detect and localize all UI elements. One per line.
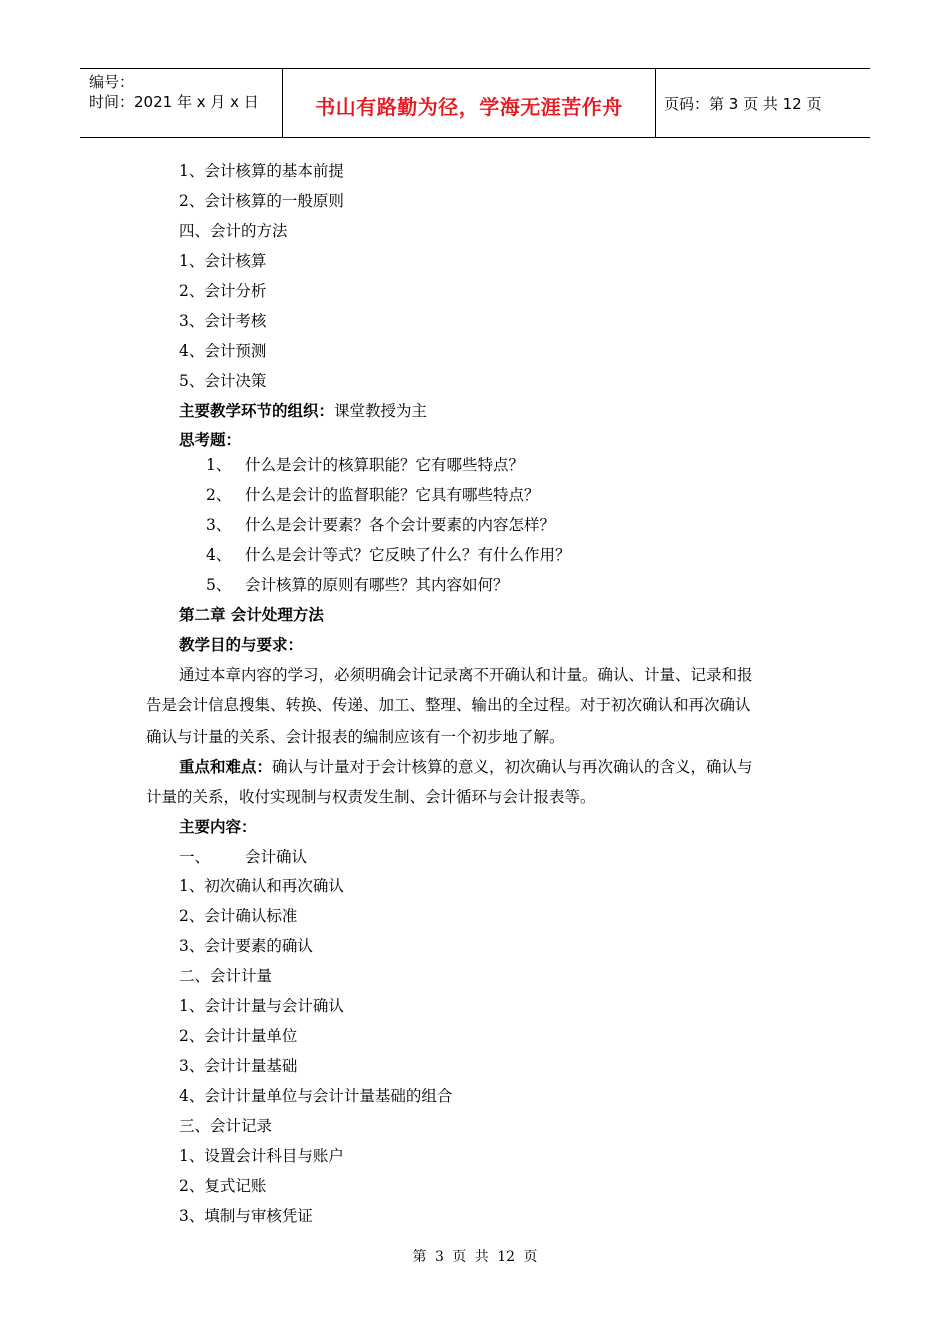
- text-line: 1、会计计量与会计确认: [179, 997, 344, 1015]
- page-info: 页码：第 3 页 共 12 页: [664, 95, 822, 113]
- header-motto-cell: [282, 69, 656, 137]
- question-text: 会计核算的原则有哪些？其内容如何？: [245, 576, 509, 594]
- number-label: 编号：: [89, 73, 135, 91]
- text-line: 5、会计决策: [179, 372, 267, 390]
- text-line: 3、会计计量基础: [179, 1057, 298, 1075]
- question-number: 4、: [206, 546, 232, 564]
- question-text: 什么是会计的核算职能？它有哪些特点？: [245, 456, 525, 474]
- keypoints-line: [179, 757, 753, 777]
- text-line: 2、会计核算的一般原则: [179, 192, 344, 210]
- section-heading: 四、会计的方法: [179, 222, 288, 240]
- question-text: 什么是会计的监督职能？它具有哪些特点？: [245, 486, 540, 504]
- paragraph-line: 计量的关系，收付实现制与权责发生制、会计循环与会计报表等。: [146, 788, 596, 806]
- text-line: 1、会计核算: [179, 252, 267, 270]
- page-footer: 第 3 页 共 12 页: [412, 1249, 538, 1265]
- text-line: 4、会计计量单位与会计计量基础的组合: [179, 1087, 453, 1105]
- questions-label: 思考题：: [179, 430, 242, 449]
- paragraph-line: 告是会计信息搜集、转换、传递、加工、整理、输出的全过程。对于初次确认和再次确认: [146, 696, 751, 714]
- text-line: 3、会计要素的确认: [179, 937, 313, 955]
- question-number: 3、: [206, 516, 232, 534]
- question-text: 什么是会计等式？它反映了什么？有什么作用？: [245, 546, 571, 564]
- objectives-label: 教学目的与要求：: [179, 635, 304, 654]
- content-label: 主要内容：: [179, 817, 257, 836]
- text-span: 确认与计量对于会计核算的意义，初次确认与再次确认的含义，确认与: [272, 758, 753, 776]
- text-span: 课堂教授为主: [334, 402, 428, 420]
- section-heading: 二、会计计量: [179, 967, 273, 985]
- section-number: 一、: [179, 848, 211, 866]
- paragraph-line: 确认与计量的关系、会计报表的编制应该有一个初步地了解。: [146, 728, 565, 746]
- section-heading: 三、会计记录: [179, 1117, 273, 1135]
- question-text: 什么是会计要素？各个会计要素的内容怎样？: [245, 516, 556, 534]
- text-line: 1、初次确认和再次确认: [179, 877, 344, 895]
- question-number: 1、: [206, 456, 232, 474]
- section-heading: 会计确认: [245, 848, 308, 866]
- text-line: 3、填制与审核凭证: [179, 1207, 313, 1225]
- header-left-cell: [80, 69, 282, 137]
- paragraph-line: 通过本章内容的学习，必须明确会计记录离不开确认和计量。确认、计量、记录和报: [179, 666, 753, 684]
- page-header: [80, 68, 870, 138]
- chapter-title: 第二章 会计处理方法: [179, 605, 324, 624]
- text-line: 1、会计核算的基本前提: [179, 162, 344, 180]
- text-line: 2、会计确认标准: [179, 907, 298, 925]
- teaching-organization: [179, 401, 427, 421]
- header-right-cell: [655, 69, 870, 137]
- question-number: 5、: [206, 576, 232, 594]
- text-line: 2、复式记账: [179, 1177, 267, 1195]
- text-line: 4、会计预测: [179, 342, 267, 360]
- motto: 书山有路勤为径，学海无涯苦作舟: [315, 95, 623, 119]
- bold-label: 主要教学环节的组织：: [179, 401, 335, 420]
- time-label: 时间：2021 年 x 月 x 日: [89, 93, 259, 111]
- text-line: 2、会计分析: [179, 282, 267, 300]
- bold-label: 重点和难点：: [179, 757, 273, 776]
- question-number: 2、: [206, 486, 232, 504]
- text-line: 2、会计计量单位: [179, 1027, 298, 1045]
- text-line: 3、会计考核: [179, 312, 267, 330]
- text-line: 1、设置会计科目与账户: [179, 1147, 344, 1165]
